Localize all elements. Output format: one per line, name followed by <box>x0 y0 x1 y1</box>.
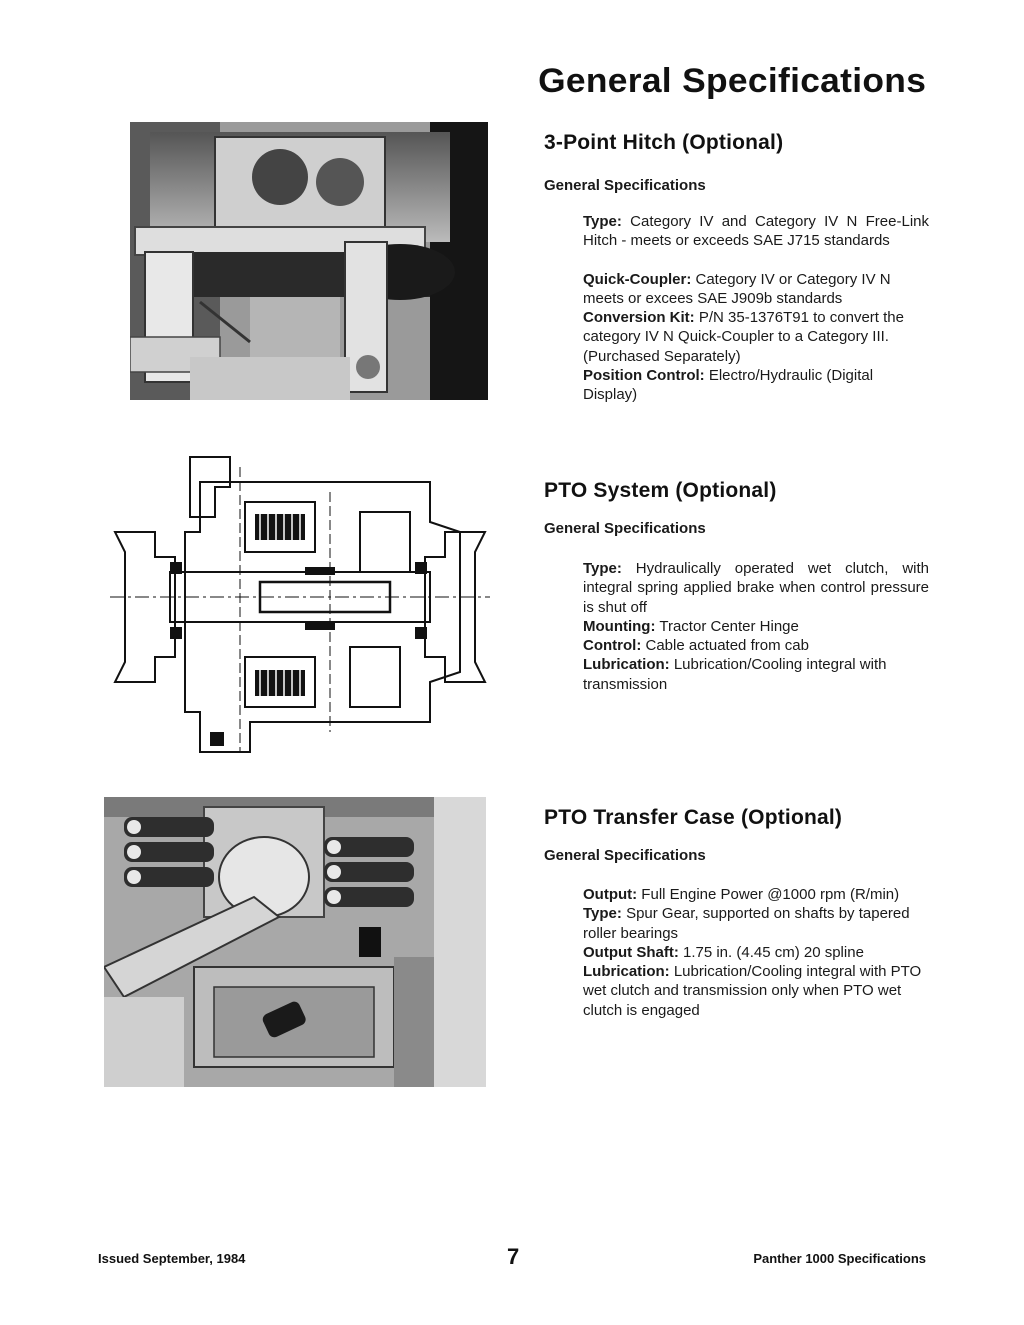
hitch-specs <box>583 212 929 405</box>
page-number: 7 <box>507 1244 520 1269</box>
spec-output-shaft: Output Shaft: 1.75 in. (4.45 cm) 20 spline <box>583 943 864 961</box>
spec-lubrication: Lubrication: Lubrication/Cooling integral with transmission <box>583 656 887 693</box>
spec-type: Type: Hydraulically operated wet clutch, with integral spring applied brake when control pressure is shut off <box>583 560 929 616</box>
spec-output: Output: Full Engine Power @1000 rpm (R/min) <box>583 886 900 903</box>
pto-system-section <box>544 479 934 537</box>
pto-system-specs <box>583 559 929 694</box>
hitch-section <box>544 131 934 194</box>
spec-mounting: Mounting: Tractor Center Hinge <box>583 617 799 635</box>
section-title: 3-Point Hitch (Optional) <box>544 131 784 154</box>
spec-control: Control: Cable actuated from cab <box>583 637 809 655</box>
hitch-photo <box>130 122 488 400</box>
spec-quick-coupler: Quick-Coupler: Category IV or Category IV N meets or excees SAE J909b standards <box>583 270 891 307</box>
spec-position-control: Position Control: Electro/Hydraulic (Digital Display) <box>583 367 874 404</box>
pto-cross-section-drawing <box>110 452 490 764</box>
transfer-case-photo <box>104 797 486 1087</box>
section-subtitle: General Specifications <box>544 847 706 864</box>
section-title: PTO System (Optional) <box>544 479 777 502</box>
footer-issued-date: Issued September, 1984 <box>98 1251 246 1266</box>
section-subtitle: General Specifications <box>544 177 706 194</box>
section-title: PTO Transfer Case (Optional) <box>544 806 843 829</box>
spec-type: Type: Category IV and Category IV N Free-Link Hitch - meets or exceeds SAE J715 standards <box>583 213 929 250</box>
page-title: General Specifications <box>537 62 926 100</box>
footer-document-name: Panther 1000 Specifications <box>753 1251 926 1266</box>
spec-type: Type: Spur Gear, supported on shafts by tapered roller bearings <box>583 905 910 942</box>
spec-lubrication: Lubrication: Lubrication/Cooling integral with PTO wet clutch and transmission only when PTO wet clutch is engaged <box>583 963 922 1019</box>
transfer-case-specs <box>583 885 929 1020</box>
section-subtitle: General Specifications <box>544 520 706 537</box>
spec-conversion-kit: Conversion Kit: P/N 35-1376T91 to convert the category IV N Quick-Coupler to a Category III. (Purchased Separately) <box>583 309 904 365</box>
transfer-case-section <box>544 806 934 864</box>
